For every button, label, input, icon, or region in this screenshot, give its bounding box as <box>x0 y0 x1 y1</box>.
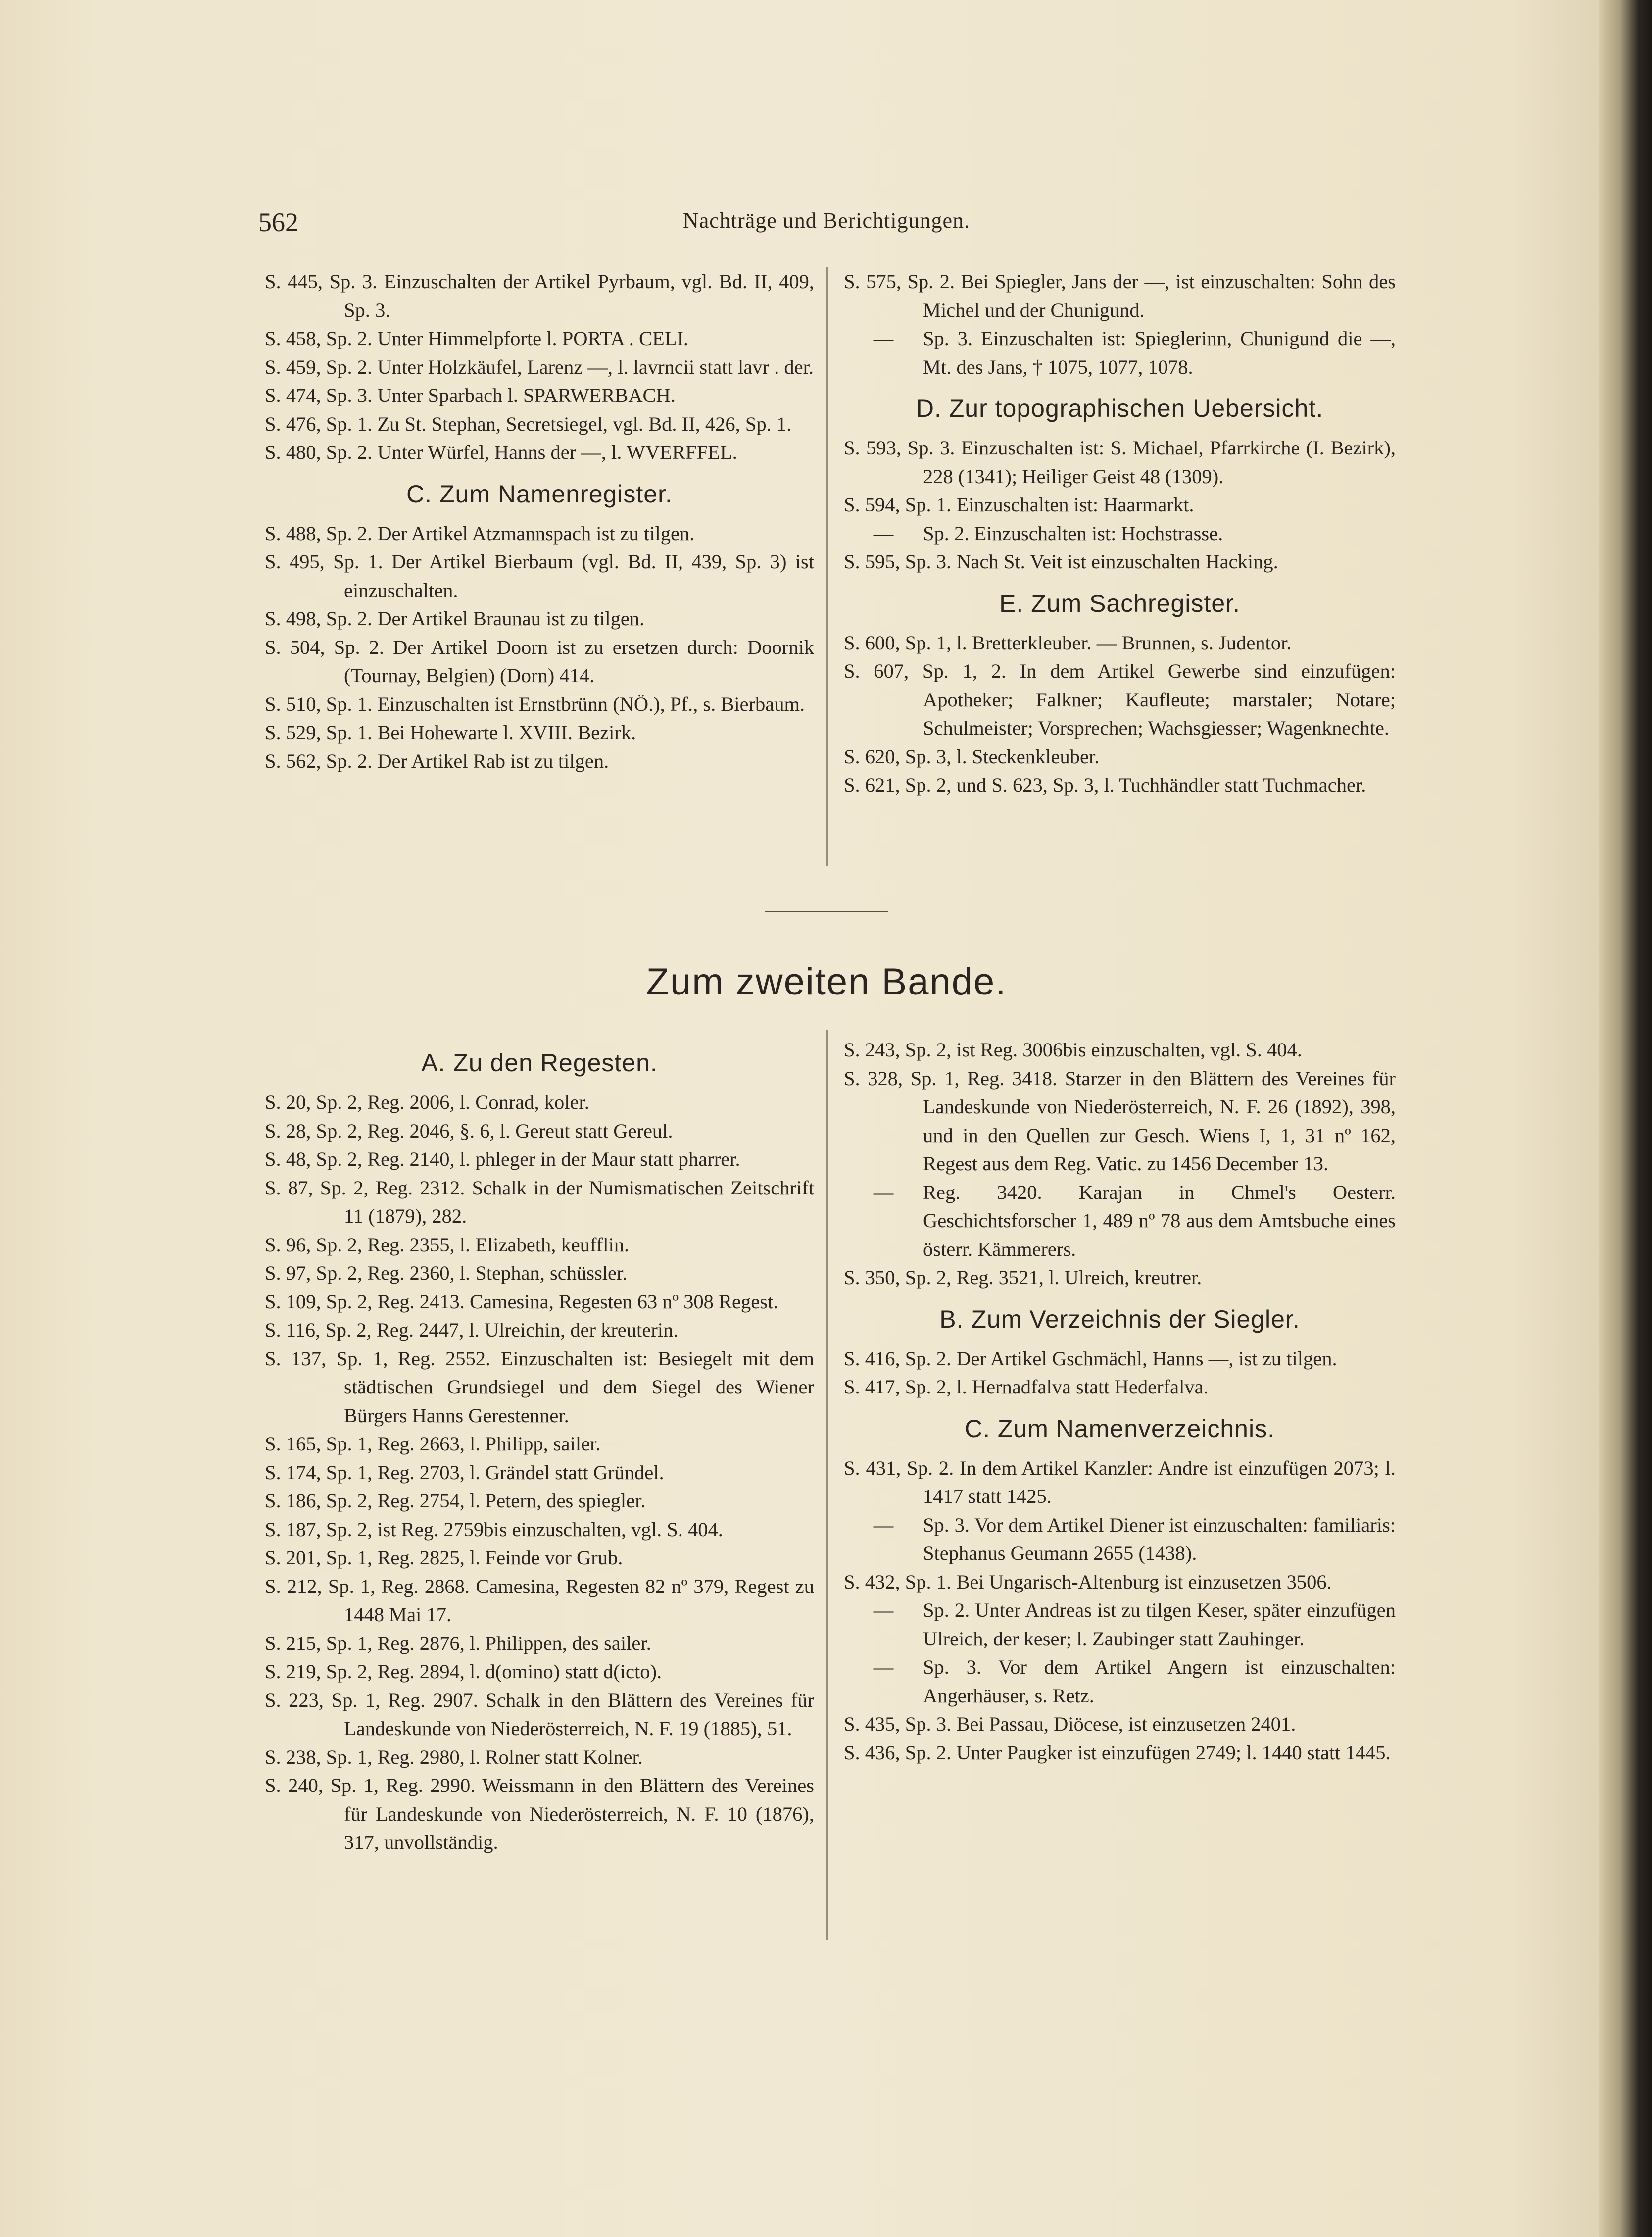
entry-location: S. 416, Sp. 2. <box>844 1347 952 1370</box>
entry-location: S. 137, Sp. 1, <box>265 1347 388 1370</box>
ditto-dash: — <box>873 522 894 545</box>
volume-title: Zum zweiten Bande. <box>646 961 1007 1003</box>
entry-location: S. 431, Sp. 2. <box>844 1456 954 1479</box>
correction-entry <box>265 604 814 633</box>
entry-text: Reg. 3521, l. Ulreich, kreutrer. <box>956 1266 1202 1289</box>
column-divider <box>826 267 828 866</box>
entry-text: Reg. 2907. Schalk in den Blättern des Vereines für Landeskunde von Niederösterreich, N. F. 19 (1885), 51. <box>344 1689 814 1740</box>
correction-entry <box>844 1036 1396 1064</box>
section2-left-column <box>265 1036 814 1857</box>
correction-entry <box>844 629 1396 657</box>
entry-text: Reg. 2140, l. phleger in der Maur statt pharrer. <box>367 1148 740 1170</box>
entry-text: Einzuschalten ist: Haarmarkt. <box>956 494 1194 516</box>
entry-location: S. 243, Sp. 2, <box>844 1039 952 1061</box>
correction-entry <box>265 381 814 410</box>
entry-location: S. 87, Sp. 2, <box>265 1176 369 1199</box>
correction-entry <box>265 1145 814 1174</box>
entry-location: S. 435, Sp. 3. <box>844 1713 952 1735</box>
section-heading: E. Zum Sachregister. <box>999 589 1240 617</box>
entry-location: S. 510, Sp. 1. <box>265 693 373 715</box>
entry-location: S. 201, Sp. 1, <box>265 1546 373 1569</box>
correction-entry <box>265 1088 814 1117</box>
correction-entry <box>844 1511 1396 1568</box>
entry-text: Reg. 2360, l. Stephan, schüssler. <box>367 1262 628 1284</box>
correction-entry <box>265 1657 814 1686</box>
entry-location: S. 445, Sp. 3. <box>265 270 378 293</box>
entry-text: In dem Artikel Gewerbe sind einzufügen: Apotheker; Falkner; Kaufleute; marstaler; Notare; Schulmeister; Vorsprechen; Wachsgiesser; Wagenknechte. <box>923 660 1396 739</box>
section-rule <box>765 911 888 912</box>
entry-text: Reg. 2754, l. Petern, des spiegler. <box>377 1490 646 1512</box>
entry-location: S. 238, Sp. 1, <box>265 1745 373 1768</box>
entry-text: Bei Ungarisch-Altenburg ist einzusetzen 3506. <box>956 1570 1332 1593</box>
entry-text: Einzuschalten der Artikel Pyrbaum, vgl. Bd. II, 409, Sp. 3. <box>344 270 814 321</box>
correction-entry <box>265 1174 814 1231</box>
entry-text: Bei Spiegler, Jans der —, ist einzuschalten: Sohn des Michel und der Chunigund. <box>923 270 1396 321</box>
entry-text: Reg. 2980, l. Rolner statt Kolner. <box>377 1745 643 1768</box>
correction-entry <box>265 1288 814 1316</box>
entry-text: Reg. 2355, l. Elizabeth, keufflin. <box>367 1233 630 1256</box>
entry-location: S. 215, Sp. 1, <box>265 1632 373 1654</box>
correction-entry <box>265 1515 814 1544</box>
correction-entry <box>844 324 1396 381</box>
entry-location: S. 498, Sp. 2. <box>265 607 373 630</box>
correction-entry <box>844 267 1396 324</box>
correction-entry <box>265 1316 814 1344</box>
entry-text: Einzuschalten ist: Spieglerinn, Chunigund die —, Mt. des Jans, † 1075, 1077, 1078. <box>923 327 1396 378</box>
entry-text: Reg. 2876, l. Philippen, des sailer. <box>377 1632 651 1654</box>
entry-text: Bei Passau, Diöcese, ist einzusetzen 2401. <box>956 1713 1296 1735</box>
section2-right-column <box>844 1036 1396 1767</box>
entry-location: S. 219, Sp. 2, <box>265 1660 373 1683</box>
correction-entry <box>265 1743 814 1772</box>
correction-entry <box>844 1568 1396 1596</box>
entry-text: Bei Hohewarte l. XVIII. Bezirk. <box>377 721 636 744</box>
entry-location: S. 595, Sp. 3. <box>844 550 952 573</box>
entry-text: Reg. 2825, l. Feinde vor Grub. <box>377 1546 623 1569</box>
entry-text: Der Artikel Rab ist zu tilgen. <box>377 749 609 772</box>
entry-text: Der Artikel Bierbaum (vgl. Bd. II, 439, Sp. 3) ist einzuschalten. <box>344 550 814 601</box>
correction-entry <box>844 1739 1396 1767</box>
entry-location: S. 504, Sp. 2. <box>265 636 385 658</box>
entry-text: Zu St. Stephan, Secretsiegel, vgl. Bd. II, 426, Sp. 1. <box>377 412 792 435</box>
entry-location: S. 458, Sp. 2. <box>265 327 373 349</box>
entry-location: S. 187, Sp. 2, <box>265 1518 373 1541</box>
entry-location: S. 436, Sp. 2. <box>844 1741 952 1764</box>
correction-entry <box>265 1344 814 1430</box>
entry-location: S. 417, Sp. 2, <box>844 1376 952 1398</box>
entry-text: Reg. 2990. Weissmann in den Blättern des Vereines für Landeskunde von Niederösterreich, N. F. 10 (1876), 317, unvollständig. <box>344 1774 814 1853</box>
entry-location: S. 432, Sp. 1. <box>844 1570 952 1593</box>
entry-text: l. Bretterkleuber. — Brunnen, s. Judentor. <box>956 631 1292 654</box>
entry-text: Der Artikel Braunau ist zu tilgen. <box>377 607 645 630</box>
correction-entry <box>265 267 814 324</box>
entry-text: Reg. 2663, l. Philipp, sailer. <box>377 1433 601 1455</box>
section-heading: B. Zum Verzeichnis der Siegler. <box>939 1305 1300 1333</box>
entry-text: Reg. 2006, l. Conrad, koler. <box>367 1091 589 1113</box>
entry-location: Sp. 2. <box>923 522 970 545</box>
section-heading: C. Zum Namenverzeichnis. <box>965 1414 1275 1442</box>
entry-text: Reg. 2413. Camesina, Regesten 63 nº 308 Regest. <box>377 1290 778 1313</box>
entry-location: Sp. 3. <box>923 327 973 349</box>
entry-location: S. 96, Sp. 2, <box>265 1233 362 1256</box>
entry-text: In dem Artikel Kanzler: Andre ist einzufügen 2073; l. 1417 statt 1425. <box>923 1456 1396 1507</box>
entry-location: S. 459, Sp. 2. <box>265 355 373 378</box>
ditto-dash: — <box>873 327 894 349</box>
correction-entry <box>844 1344 1396 1373</box>
entry-location: S. 48, Sp. 2, <box>265 1148 362 1170</box>
correction-entry <box>844 1263 1396 1292</box>
entry-location: S. 223, Sp. 1, <box>265 1689 381 1711</box>
entry-text: ist Reg. 2759bis einzuschalten, vgl. S. 404. <box>377 1518 723 1541</box>
entry-text: Reg. 2894, l. d(omino) statt d(icto). <box>377 1660 662 1683</box>
correction-entry <box>265 1543 814 1572</box>
correction-entry <box>844 657 1396 743</box>
column-divider <box>826 1030 828 1940</box>
entry-text: Der Artikel Doorn ist zu ersetzen durch: Doornik (Tournay, Belgien) (Dorn) 414. <box>344 636 814 687</box>
entry-text: Reg. 2868. Camesina, Regesten 82 nº 379, Regest zu 1448 Mai 17. <box>344 1575 814 1626</box>
correction-entry <box>265 1572 814 1629</box>
entry-location: S. 480, Sp. 2. <box>265 441 373 463</box>
entry-text: Vor dem Artikel Angern ist einzuschalten: Angerhäuser, s. Retz. <box>923 1656 1396 1707</box>
entry-location: S. 621, Sp. 2, <box>844 774 952 796</box>
correction-entry <box>844 743 1396 771</box>
correction-entry <box>265 633 814 690</box>
section1-left-column <box>265 267 814 775</box>
entry-location: S. 350, Sp. 2, <box>844 1266 952 1289</box>
entry-text: Der Artikel Atzmannspach ist zu tilgen. <box>377 522 695 545</box>
correction-entry <box>265 1458 814 1487</box>
entry-location: S. 474, Sp. 3. <box>265 384 373 406</box>
correction-entry <box>844 519 1396 548</box>
entry-location: S. 620, Sp. 3, <box>844 745 952 768</box>
entry-text: Reg. 2312. Schalk in der Numismatischen Zeitschrift 11 (1879), 282. <box>344 1176 814 1227</box>
entry-location: S. 495, Sp. 1. <box>265 550 383 573</box>
entry-location: S. 488, Sp. 2. <box>265 522 373 545</box>
entry-text: Der Artikel Gschmächl, Hanns —, ist zu tilgen. <box>956 1347 1337 1370</box>
ditto-dash: — <box>873 1181 894 1203</box>
entry-text: Einzuschalten ist: Hochstrasse. <box>974 522 1223 545</box>
entry-location: Reg. 3420. <box>923 1181 1042 1203</box>
entry-location: S. 575, Sp. 2. <box>844 270 955 293</box>
section-heading: C. Zum Namenregister. <box>406 480 673 508</box>
correction-entry <box>844 1596 1396 1653</box>
entry-location: S. 328, Sp. 1, <box>844 1067 960 1090</box>
correction-entry <box>265 690 814 719</box>
running-head: Nachträge und Berichtigungen. <box>682 208 971 233</box>
correction-entry <box>265 1487 814 1515</box>
entry-location: S. 600, Sp. 1, <box>844 631 952 654</box>
entry-text: und S. 623, Sp. 3, l. Tuchhändler statt Tuchmacher. <box>956 774 1366 796</box>
entry-text: Unter Himmelpforte l. PORTA . CELI. <box>377 327 689 349</box>
correction-entry <box>265 410 814 439</box>
correction-entry <box>265 747 814 776</box>
correction-entry <box>844 1653 1396 1710</box>
entry-location: S. 607, Sp. 1, 2. <box>844 660 1006 682</box>
correction-entry <box>265 1117 814 1145</box>
correction-entry <box>265 353 814 382</box>
entry-location: S. 116, Sp. 2, <box>265 1319 372 1341</box>
entry-location: Sp. 2. <box>923 1599 970 1621</box>
entry-location: S. 594, Sp. 1. <box>844 494 952 516</box>
section-heading: D. Zur topographischen Uebersicht. <box>916 395 1324 422</box>
correction-entry <box>844 491 1396 519</box>
entry-location: Sp. 3. <box>923 1513 970 1536</box>
correction-entry <box>844 1064 1396 1178</box>
entry-text: Unter Holzkäufel, Larenz —, l. lavrncii statt lavr . der. <box>377 355 814 378</box>
correction-entry <box>265 1686 814 1743</box>
entry-location: Sp. 3. <box>923 1656 982 1678</box>
entry-location: S. 593, Sp. 3. <box>844 437 955 459</box>
entry-location: S. 212, Sp. 1, <box>265 1575 376 1597</box>
entry-text: Unter Sparbach l. SPARWERBACH. <box>377 384 676 406</box>
entry-location: S. 240, Sp. 1, <box>265 1774 379 1796</box>
ditto-dash: — <box>873 1513 894 1536</box>
entry-location: S. 186, Sp. 2, <box>265 1490 373 1512</box>
correction-entry <box>844 547 1396 576</box>
correction-entry <box>265 718 814 747</box>
entry-text: Unter Paugker ist einzufügen 2749; l. 1440 statt 1445. <box>956 1741 1391 1764</box>
correction-entry <box>844 1178 1396 1264</box>
section-heading: A. Zu den Regesten. <box>421 1049 658 1077</box>
entry-location: S. 28, Sp. 2, <box>265 1119 362 1142</box>
correction-entry <box>265 547 814 604</box>
correction-entry <box>265 1430 814 1458</box>
correction-entry <box>844 1710 1396 1739</box>
entry-text: Vor dem Artikel Diener ist einzuschalten: familiaris: Stephanus Geumann 2655 (1438). <box>923 1513 1396 1564</box>
section1-right-column <box>844 267 1396 799</box>
entry-text: Reg. 2447, l. Ulreichin, der kreuterin. <box>376 1319 679 1341</box>
entry-text: ist Reg. 3006bis einzuschalten, vgl. S. 404. <box>956 1039 1302 1061</box>
entry-text: l. Hernadfalva statt Hederfalva. <box>956 1376 1209 1398</box>
entry-text: l. Steckenkleuber. <box>956 745 1100 768</box>
entry-location: S. 174, Sp. 1, <box>265 1461 373 1484</box>
entry-text: Reg. 2552. Einzuschalten ist: Besiegelt mit dem städtischen Grundsiegel und dem Siegel des Wiener Bürgers Hanns Gerestenner. <box>344 1347 815 1427</box>
correction-entry <box>265 1771 814 1857</box>
correction-entry <box>265 438 814 467</box>
entry-location: S. 476, Sp. 1. <box>265 412 373 435</box>
ditto-dash: — <box>873 1599 894 1621</box>
entry-text: Reg. 2046, §. 6, l. Gereut statt Gereul. <box>367 1119 673 1142</box>
correction-entry <box>265 1259 814 1288</box>
correction-entry <box>844 1373 1396 1401</box>
correction-entry <box>265 1629 814 1658</box>
entry-text: Nach St. Veit ist einzuschalten Hacking. <box>956 550 1278 573</box>
entry-text: Reg. 2703, l. Grändel statt Gründel. <box>377 1461 664 1484</box>
entry-text: Einzuschalten ist: S. Michael, Pfarrkirche (I. Bezirk), 228 (1341); Heiliger Geist 48 (1309). <box>923 437 1396 488</box>
entry-location: S. 165, Sp. 1, <box>265 1433 373 1455</box>
correction-entry <box>265 1231 814 1259</box>
entry-location: S. 20, Sp. 2, <box>265 1091 362 1113</box>
entry-location: S. 562, Sp. 2. <box>265 749 373 772</box>
entry-text: Karajan in Chmel's Oesterr. Geschichtsforscher 1, 489 nº 78 aus dem Amtsbuche eines österr. Kämmerers. <box>923 1181 1396 1260</box>
entry-text: Unter Würfel, Hanns der —, l. WVERFFEL. <box>377 441 737 463</box>
correction-entry <box>265 324 814 353</box>
entry-location: S. 529, Sp. 1. <box>265 721 373 744</box>
correction-entry <box>844 771 1396 799</box>
correction-entry <box>844 1454 1396 1511</box>
entry-text: Reg. 3418. Starzer in den Blättern des Vereines für Landeskunde von Niederösterreich, N. F. 26 (1892), 398, und in den Quellen zur Gesch. Wiens I, 1, 31 nº 162, Regest aus dem Reg. Vatic. zu 1456 December 13. <box>923 1067 1396 1175</box>
book-edge <box>1599 0 1652 2237</box>
entry-location: S. 97, Sp. 2, <box>265 1262 362 1284</box>
ditto-dash: — <box>873 1656 894 1678</box>
entry-text: Unter Andreas ist zu tilgen Keser, später einzufügen Ulreich, der keser; l. Zaubinger statt Zauhinger. <box>923 1599 1396 1650</box>
entry-text: Einzuschalten ist Ernstbrünn (NÖ.), Pf., s. Bierbaum. <box>377 693 805 715</box>
correction-entry <box>265 519 814 548</box>
correction-entry <box>844 434 1396 491</box>
entry-location: S. 109, Sp. 2, <box>265 1290 373 1313</box>
page-number: 562 <box>258 207 298 237</box>
